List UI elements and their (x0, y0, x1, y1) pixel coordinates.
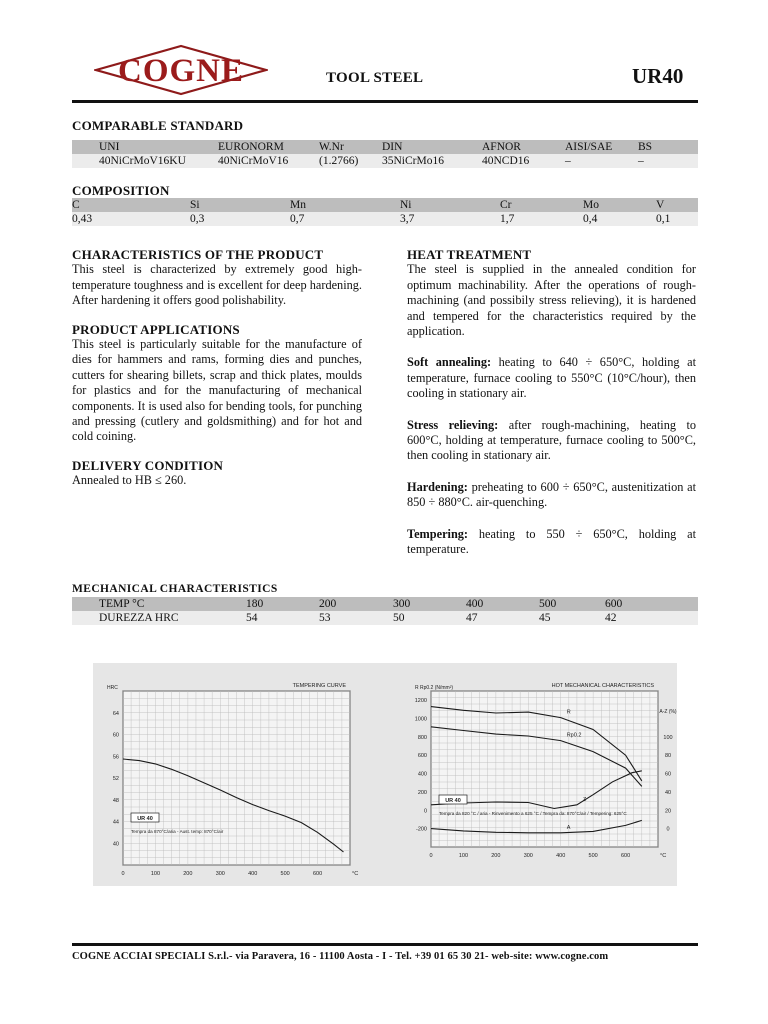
table-cell: 0,4 (583, 212, 656, 226)
table-cell: DUREZZA HRC (99, 611, 246, 625)
x-tick-label: 500 (588, 853, 598, 859)
table-cell: 300 (393, 597, 466, 611)
table-cell: 600 (605, 597, 698, 611)
x-axis-label: °C (660, 853, 667, 859)
table-cell: 42 (605, 611, 698, 625)
left-column (72, 247, 362, 489)
grade-badge-label: UR 40 (445, 798, 461, 804)
table-cell: V (656, 198, 698, 212)
x-tick-label: 400 (556, 853, 566, 859)
table-cell: 50 (393, 611, 466, 625)
table-cell: DIN (382, 140, 482, 154)
table-row (72, 212, 698, 226)
x-tick-label: 100 (150, 871, 161, 877)
steel-code: UR40 (632, 64, 684, 88)
chart-title: TEMPERING CURVE (292, 683, 346, 689)
y-tick-label: 800 (417, 734, 427, 741)
footer-address: COGNE ACCIAI SPECIALI S.r.l.- via Paravera, 16 - 11100 Aosta - I - Tel. +39 01 65 30 21- web-site: www.cogne.com (72, 951, 609, 962)
table-cell: 54 (246, 611, 319, 625)
x-tick-label: 500 (280, 871, 290, 877)
hardening-label: Hardening: (407, 479, 468, 494)
y2-tick-label: 40 (664, 789, 672, 796)
header-rule (72, 100, 698, 103)
y-axis-label: R Rp0.2 (N/mm²) (415, 685, 454, 691)
composition-heading: COMPOSITION (72, 183, 170, 198)
tempering-text: heating to 550 ÷ 650°C, holding at temperature. (407, 526, 696, 557)
grade-badge-label: UR 40 (137, 816, 153, 822)
tempering-label: Tempering: (407, 526, 469, 541)
y2-tick-label: 0 (666, 826, 670, 833)
table-cell: 53 (319, 611, 393, 625)
table-cell: 1,7 (500, 212, 583, 226)
svg-text:COGNE: COGNE (117, 53, 245, 89)
series-label: Rp0.2 (566, 732, 582, 739)
series-label: R (566, 709, 571, 716)
stress-relieving-text: after rough-machining, heating to 600°C, holding at temperature, furnace cooling to 500°C, then cooling in stationary air. (407, 417, 697, 463)
table-cell: 45 (539, 611, 605, 625)
heat-treatment-column (407, 247, 696, 558)
soft-annealing-label: Soft annealing: (407, 355, 492, 370)
y-tick-label: 48 (112, 797, 119, 804)
x-tick-label: 400 (248, 871, 258, 877)
y-tick-label: 64 (112, 710, 119, 717)
table-row (72, 154, 698, 168)
tempering-paragraph (407, 527, 696, 558)
mechanical-table (72, 597, 698, 625)
x-tick-label: 600 (312, 871, 323, 877)
table-row (72, 611, 698, 625)
x-tick-label: 600 (620, 853, 631, 859)
y-tick-label: 40 (112, 841, 119, 848)
table-cell: BS (638, 140, 698, 154)
y-tick-label: -200 (415, 826, 427, 833)
y-tick-label: 0 (423, 808, 427, 815)
y2-axis-label: A-Z (%) (659, 709, 677, 715)
x-tick-label: 300 (523, 853, 533, 859)
table-cell: 40NCD16 (482, 154, 565, 168)
characteristics-text: This steel is characterized by extremely good high-temperature toughness and is excellent for deep hardening. After hardening it offers good polishability. (72, 262, 362, 308)
stress-relieving-label: Stress relieving: (407, 417, 499, 432)
table-cell: W.Nr (319, 140, 382, 154)
table-cell: 400 (466, 597, 539, 611)
x-tick-label: 0 (429, 853, 433, 859)
table-cell: EURONORM (218, 140, 319, 154)
series-label: A (566, 824, 571, 831)
hardening-paragraph (407, 480, 696, 511)
stress-relieving-paragraph (407, 418, 696, 464)
table-cell: C (72, 198, 190, 212)
heat-treatment-intro: The steel is supplied in the annealed condition for optimum machinability. After the operations of rough-machining (and possibily stress relieving), it is hardened and tempered for the characteristics required by the application. (407, 262, 696, 339)
x-axis-label: °C (352, 871, 359, 877)
chart-title: HOT MECHANICAL CHARACTERISTICS (551, 683, 654, 689)
table-cell: (1.2766) (319, 154, 382, 168)
soft-annealing-paragraph (407, 355, 696, 401)
y2-tick-label: 60 (664, 771, 672, 778)
delivery-heading: DELIVERY CONDITION (72, 457, 224, 473)
comparable-standard-heading: COMPARABLE STANDARD (72, 118, 244, 133)
y-axis-label: HRC (107, 685, 118, 691)
table-cell: Cr (500, 198, 583, 212)
table-cell: 0,43 (72, 212, 190, 226)
soft-annealing-text: heating to 640 ÷ 650°C, holding at temperature, furnace cooling to 550°C (10°C/hour), then cooling in stationary air. (407, 355, 696, 401)
table-cell: TEMP °C (99, 597, 246, 611)
comparable-standard-table (72, 140, 698, 168)
table-cell: 0,1 (656, 212, 698, 226)
cogne-logo (94, 44, 268, 96)
document-title: TOOL STEEL (326, 70, 424, 86)
y-tick-label: 60 (112, 732, 119, 739)
table-cell: 0,3 (190, 212, 290, 226)
y-tick-label: 1000 (414, 716, 427, 723)
table-cell: AFNOR (482, 140, 565, 154)
hardening-text: preheating to 600 ÷ 650°C, austenitization at 850 ÷ 880°C. air-quenching. (407, 479, 696, 510)
x-tick-label: 0 (121, 871, 125, 877)
table-cell: 500 (539, 597, 605, 611)
applications-heading: PRODUCT APPLICATIONS (72, 321, 240, 337)
mechanical-heading: MECHANICAL CHARACTERISTICS (72, 583, 278, 595)
x-tick-label: 300 (215, 871, 225, 877)
series-label: Z (582, 796, 587, 803)
delivery-text: Annealed to HB ≤ 260. (72, 473, 187, 488)
characteristics-heading: CHARACTERISTICS OF THE PRODUCT (72, 247, 324, 262)
table-header-row (72, 198, 698, 212)
table-cell: Ni (400, 198, 500, 212)
table-cell: Mn (290, 198, 400, 212)
table-cell: UNI (99, 140, 218, 154)
y-tick-label: 200 (417, 789, 427, 796)
table-header-row (72, 597, 698, 611)
composition-table (72, 198, 698, 226)
y-tick-label: 400 (417, 771, 427, 778)
y-tick-label: 600 (417, 753, 427, 760)
x-tick-label: 100 (458, 853, 469, 859)
y2-tick-label: 80 (664, 753, 672, 760)
table-cell: – (638, 154, 698, 168)
x-tick-label: 200 (183, 871, 193, 877)
y-tick-label: 1200 (414, 698, 427, 705)
chart-note: Tempra da 870°C/aria - Aust. temp: 870°C/air (131, 829, 224, 834)
footer-rule (72, 943, 698, 946)
y2-tick-label: 100 (663, 734, 673, 741)
charts-panel (93, 663, 677, 886)
y-tick-label: 56 (112, 754, 119, 761)
chart-note: Tempra da 820 °C / aria - Rinvenimento a 625 °C / Tempra da: 870°C/air / Tempering: 625°C (439, 811, 627, 816)
table-cell: 200 (319, 597, 393, 611)
table-header-row (72, 140, 698, 154)
y-tick-label: 52 (112, 776, 119, 782)
table-cell: – (565, 154, 638, 168)
table-cell: 40NiCrMoV16 (218, 154, 319, 168)
x-tick-label: 200 (491, 853, 501, 859)
y2-tick-label: 20 (664, 808, 672, 815)
table-cell: Si (190, 198, 290, 212)
table-cell: 180 (246, 597, 319, 611)
table-cell: 47 (466, 611, 539, 625)
table-cell: 35NiCrMo16 (382, 154, 482, 168)
table-cell: Mo (583, 198, 656, 212)
heat-treatment-heading: HEAT TREATMENT (407, 247, 532, 262)
applications-text: This steel is particularly suitable for the manufacture of dies for hammers and rams, forming dies and punches, cutters for shearing billets, scrap and thick plates, moulds for plastics and for the manufacturing of mechanical components. It is used also for bending tools, for punching and pressing (cutlery and goldsmithing) and for hot and cold coining. (72, 337, 362, 444)
table-cell: 0,7 (290, 212, 400, 226)
table-cell: 40NiCrMoV16KU (99, 154, 218, 168)
table-cell: 3,7 (400, 212, 500, 226)
y-tick-label: 44 (112, 819, 119, 826)
table-cell: AISI/SAE (565, 140, 638, 154)
